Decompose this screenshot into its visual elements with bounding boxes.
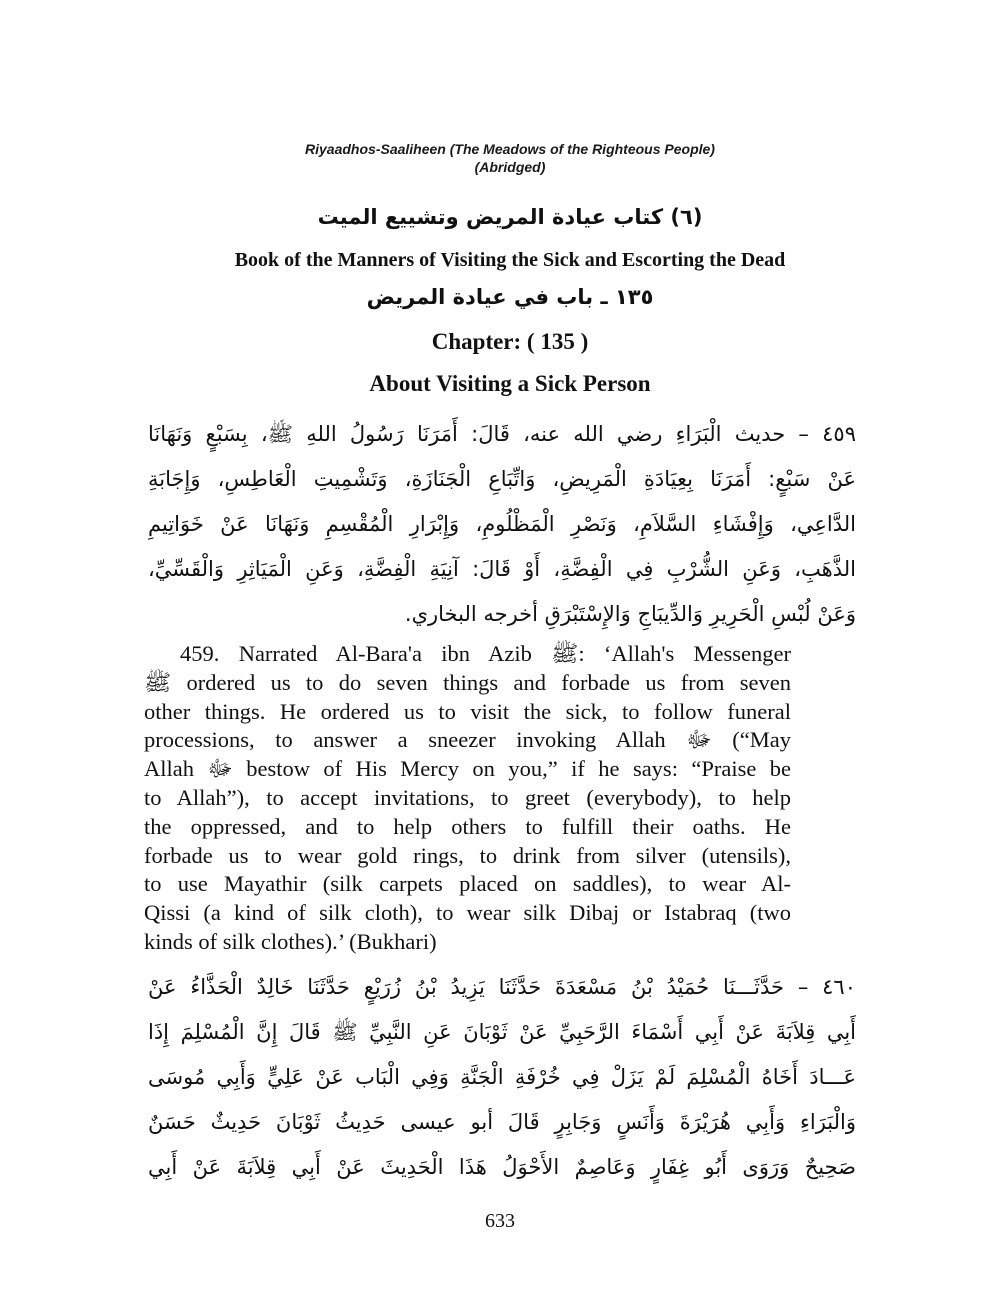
english-line: processions, to answer a sneezer invoking Allah ﷻ (“May: [144, 727, 791, 753]
arabic-line: صَحِيحٌ وَرَوَى أَبُو غِفَارٍ وَعَاصِمٌ الأَحْوَلُ هَذَا الْحَدِيثَ عَنْ أَبِي قِلاَبَةَ عَنْ أَبِي: [148, 1155, 856, 1179]
arabic-line: ٤٥٩ – حديث الْبَرَاءِ رضي الله عنه، قَالَ: أَمَرَنَا رَسُولُ اللهِ ﷺ، بِسَبْعٍ وَنَهَانَا: [148, 422, 856, 446]
english-line: to use Mayathir (silk carpets placed on saddles), to wear Al-: [144, 871, 791, 897]
chapter-number: Chapter: ( 135 ): [431, 329, 589, 354]
arabic-line: عَنْ سَبْعٍ: أَمَرَنَا بِعِيَادَةِ الْمَرِيضِ، وَاتِّبَاعِ الْجَنَازَةِ، وَتَشْمِيتِ الْعَاطِسِ، وَإِجَابَةِ: [148, 467, 856, 491]
english-line: other things. He ordered us to visit the sick, to follow funeral: [144, 698, 791, 724]
english-line: forbade us to wear gold rings, to drink from silver (utensils),: [144, 842, 791, 868]
book-title-arabic: (٦) كتاب عيادة المريض وتشييع الميت: [317, 205, 703, 229]
hadith-460-arabic: [148, 965, 856, 1190]
page-number: 633: [485, 1210, 515, 1232]
english-line: ﷺ ordered us to do seven things and forbade us from seven: [144, 669, 791, 695]
english-line: 459. Narrated Al-Bara'a ibn Azib ﷺ: ‘Allah's Messenger: [180, 641, 791, 666]
book-title-english: Book of the Manners of Visiting the Sick and Escorting the Dead: [234, 249, 786, 271]
arabic-line: عَـــادَ أَخَاهُ الْمُسْلِمَ لَمْ يَزَلْ فِي خُرْفَةِ الْجَنَّةِ وَفِي الْبَاب عَنْ عَلِيٍّ وَأَبِي مُوسَى: [148, 1065, 856, 1089]
english-line: to Allah”), to accept invitations, to greet (everybody), to help: [144, 784, 791, 810]
chapter-title-arabic: ١٣٥ ـ باب في عيادة المريض: [366, 285, 654, 309]
arabic-line: الدَّاعِي، وَإِفْشَاءِ السَّلاَمِ، وَنَصْرِ الْمَظْلُومِ، وَإِبْرَارِ الْمُقْسِمِ وَنَهَانَا عَنْ خَوَاتِيمِ: [148, 512, 856, 536]
running-head-title: Riyaadhos-Saaliheen (The Meadows of the Righteous People): [305, 141, 715, 157]
running-head-subtitle: (Abridged): [474, 159, 546, 175]
english-line: Qissi (a kind of silk cloth), to wear silk Dibaj or Istabraq (two: [144, 900, 791, 926]
english-line: the oppressed, and to help others to fulfill their oaths. He: [144, 813, 791, 839]
arabic-line: الذَّهَبِ، وَعَنِ الشُّرْبِ فِي الْفِضَّةِ، أَوْ قَالَ: آنِيَةِ الْفِضَّةِ، وَعَنِ الْمَيَاثِرِ وَالْقَسِّيِّ،: [148, 557, 856, 581]
arabic-line: ٤٦٠ – حَدَّثَـــنَا حُمَيْدُ بْنُ مَسْعَدَةَ حَدَّثَنَا يَزِيدُ بْنُ زُرَيْعٍ حَدَّثَنَا خَالِدٌ الْحَذَّاءُ عَنْ: [148, 975, 856, 999]
hadith-459-english: [144, 640, 791, 957]
chapter-title-english: About Visiting a Sick Person: [369, 371, 651, 396]
arabic-line: وَعَنْ لُبْسِ الْحَرِيرِ وَالدِّيبَاجِ وَالإِسْتَبْرَقِ أخرجه البخاري.: [404, 602, 856, 626]
arabic-line: وَالْبَرَاءِ وَأَبِي هُرَيْرَةَ وَأَنَسٍ وَجَابِرٍ قَالَ أبو عيسى حَدِيثُ ثَوْبَانَ حَدِيثٌ حَسَنٌ: [148, 1110, 856, 1134]
hadith-459-arabic: [148, 412, 856, 637]
english-line: kinds of silk clothes).’ (Bukhari): [144, 928, 437, 954]
english-line: Allah ﷻ bestow of His Mercy on you,” if he says: “Praise be: [144, 756, 791, 782]
arabic-line: أَبِي قِلاَبَةَ عَنْ أَبِي أَسْمَاءَ الرَّحَبِيِّ عَنْ ثَوْبَانَ عَنِ النَّبِيِّ ﷺ قَالَ إِنَّ الْمُسْلِمَ إِذَا: [148, 1020, 856, 1044]
